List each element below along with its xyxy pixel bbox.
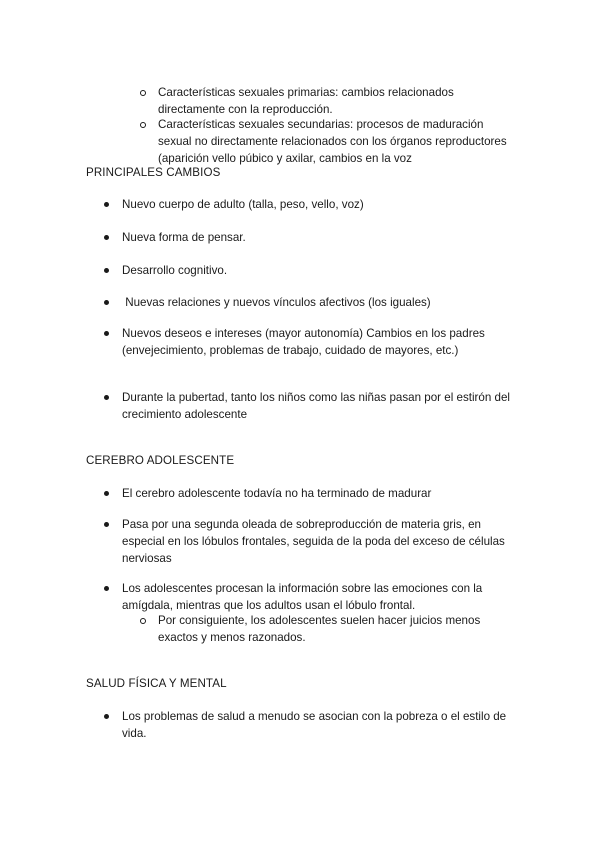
bullet-icon	[104, 522, 109, 527]
bullet-icon	[104, 491, 109, 496]
list-item-text: El cerebro adolescente todavía no ha terminado de madurar	[122, 487, 432, 500]
list-item-text: Nuevos deseos e intereses (mayor autonomía) Cambios en los padres (envejecimiento, problemas de trabajo, cuidado de mayores, etc.)	[122, 327, 485, 357]
bullet-icon	[104, 586, 109, 591]
bullet-icon	[104, 235, 109, 240]
sub-list-item-text: Características sexuales secundarias: procesos de maduración sexual no directamente relacionados con los órganos reproductores (aparición vello púbico y axilar, cambios en la voz	[158, 118, 507, 165]
list-item-text: Desarrollo cognitivo.	[122, 264, 228, 277]
hollow-bullet-icon	[140, 122, 146, 128]
section-heading: CEREBRO ADOLESCENTE	[86, 454, 235, 467]
bullet-icon	[104, 300, 109, 305]
bullet-icon	[104, 202, 109, 207]
list-item-text: Durante la pubertad, tanto los niños como las niñas pasan por el estirón del crecimiento adolescente	[122, 391, 510, 421]
bullet-icon	[104, 714, 109, 719]
list-item-text: Los adolescentes procesan la información sobre las emociones con la amígdala, mientras que los adultos usan el lóbulo frontal.	[122, 582, 483, 612]
bullet-icon	[104, 395, 109, 400]
hollow-bullet-icon	[140, 618, 146, 624]
list-item-text: Nuevas relaciones y nuevos vínculos afectivos (los iguales)	[122, 296, 431, 309]
bullet-icon	[104, 268, 109, 273]
section-heading: PRINCIPALES CAMBIOS	[86, 166, 221, 179]
sub-list-item-text: Por consiguiente, los adolescentes suelen hacer juicios menos exactos y menos razonados.	[158, 614, 481, 644]
bullet-icon	[104, 331, 109, 336]
list-item-text: Los problemas de salud a menudo se asocian con la pobreza o el estilo de vida.	[122, 710, 507, 740]
list-item-text: Nueva forma de pensar.	[122, 231, 246, 244]
list-item-text: Pasa por una segunda oleada de sobreproducción de materia gris, en especial en los lóbulos frontales, seguida de la poda del exceso de células nerviosas	[122, 518, 505, 565]
section-heading: SALUD FÍSICA Y MENTAL	[86, 677, 227, 690]
sub-list-item-text: Características sexuales primarias: cambios relacionados directamente con la reproducción.	[158, 86, 454, 116]
hollow-bullet-icon	[140, 90, 146, 96]
list-item-text: Nuevo cuerpo de adulto (talla, peso, vello, voz)	[122, 198, 364, 211]
